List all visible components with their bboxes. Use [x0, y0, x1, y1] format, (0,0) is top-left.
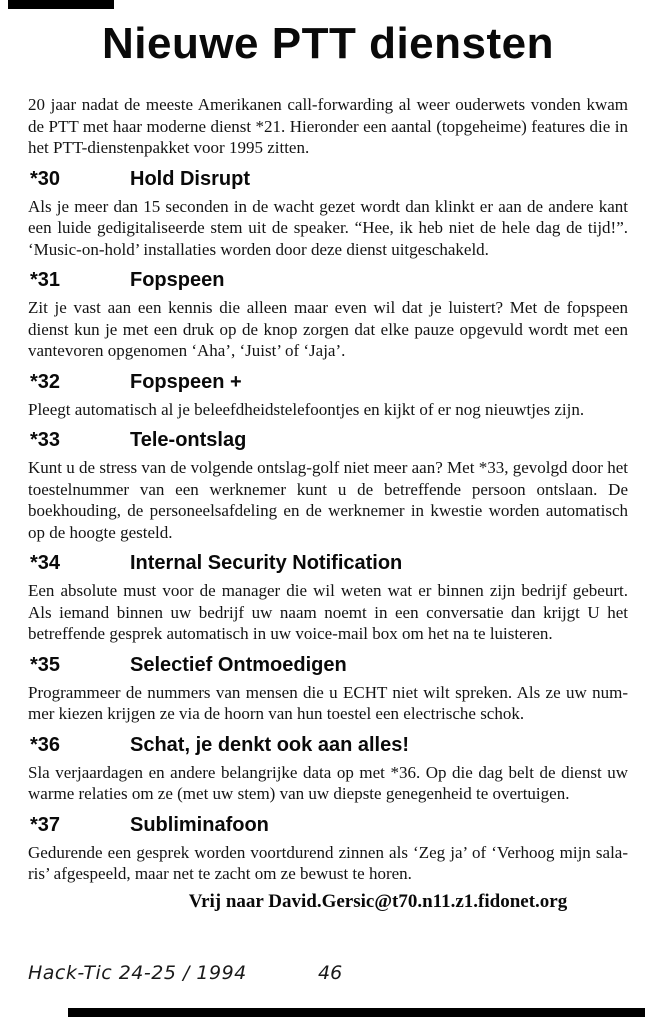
service-heading-row	[28, 169, 628, 190]
text-line: 20 jaar nadat de meeste Amerikanen call-forwarding al weer ouderwets vonden kwam	[28, 95, 628, 114]
page-number: 46	[318, 962, 343, 984]
service-description	[28, 762, 628, 805]
service-description	[28, 457, 628, 543]
service-section	[28, 430, 628, 543]
text-line: boekhouding, de personeelsafdeling en de werknemer in kwestie worden automatisch	[28, 501, 628, 520]
scan-artifact-top-bar	[8, 0, 114, 9]
service-description	[28, 196, 628, 261]
service-heading-row	[28, 430, 628, 451]
service-star-code: *34	[30, 552, 61, 574]
text-line: een luide gedigitaliseerde stem uit de speaker. “Hee, ik heb niet de hele dag de tijd!”.	[28, 218, 628, 237]
service-star-code: *31	[30, 269, 61, 291]
service-description	[28, 399, 628, 421]
service-section	[28, 815, 628, 885]
text-line: warme relaties om ze (met uw stem) van uw diepste genegenheid te overtuigen.	[28, 784, 570, 803]
text-line: toestelnummer van een werknemer kunt u de betreffende persoon ontslaan. De	[28, 479, 628, 499]
service-heading: Hold Disrupt	[130, 167, 250, 190]
attribution-line: Vrij naar David.Gersic@t70.n11.z1.fidonet.org	[188, 890, 568, 912]
service-star-code: *33	[30, 429, 61, 451]
service-star-code: *30	[30, 167, 61, 190]
service-section	[28, 735, 628, 805]
service-heading: Internal Security Notification	[130, 552, 403, 574]
intro-paragraph	[28, 94, 628, 159]
text-line: dienst kun je met een druk op de knop zorgen dat elke pauze opgevuld wordt met een	[28, 319, 628, 339]
service-star-code: *35	[30, 653, 61, 676]
service-section	[28, 655, 628, 725]
service-heading: Tele-ontslag	[130, 429, 247, 451]
service-heading-row	[28, 270, 628, 291]
text-line: Zit je vast aan een kennis die alleen maar even wil dat je luistert? Met de fopspeen	[28, 298, 628, 317]
text-line: betreffende gesprek automatisch in uw voice-mail box om het na te luisteren.	[28, 624, 553, 643]
text-line: de PTT met haar moderne dienst *21. Hieronder een aantal (topgeheime) features die in	[28, 116, 628, 136]
text-line: mer kiezen krijgen ze via de hoorn van hun toestel een electrische schok.	[28, 704, 525, 723]
service-heading-row	[28, 372, 628, 393]
service-heading: Schat, je denkt ook aan alles!	[130, 733, 409, 756]
service-star-code: *37	[30, 813, 61, 836]
service-section	[28, 169, 628, 261]
service-description	[28, 842, 628, 885]
service-heading-row	[28, 553, 628, 574]
text-line: Gedurende een gesprek worden voortdurend zinnen als ‘Zeg ja’ of ‘Verhoog mijn sala-	[28, 842, 628, 862]
service-heading: Subliminafoon	[130, 813, 269, 836]
text-line: Pleegt automatisch al je beleefdheidstelefoontjes en kijkt of er nog nieuwtjes zijn.	[28, 399, 585, 419]
scan-artifact-bottom-bar	[68, 1008, 645, 1017]
text-line: Sla verjaardagen en andere belangrijke data op met *36. Op die dag belt de dienst uw	[28, 762, 628, 782]
text-line: het PTT-dienstenpakket voor 1995 zitten.	[28, 138, 310, 157]
page-title: Nieuwe PTT diensten	[101, 19, 554, 68]
text-line: Als je meer dan 15 seconden in de wacht gezet wordt dan klinkt er aan de andere kant	[28, 196, 628, 216]
service-heading: Fopspeen	[130, 269, 225, 291]
service-star-code: *32	[30, 370, 61, 393]
text-line: Kunt u de stress van de volgende ontslag-golf niet meer aan? Met *33, gevolgd door het	[28, 458, 628, 477]
text-line: op de hoogte gesteld.	[28, 522, 173, 542]
service-heading: Fopspeen +	[130, 370, 242, 393]
service-description	[28, 682, 628, 725]
text-line: ‘Music-on-hold’ installaties worden door deze dienst uitgeschakeld.	[28, 239, 489, 259]
service-heading-row	[28, 815, 628, 836]
service-heading-row	[28, 735, 628, 756]
magazine-issue-label: Hack-Tic 24-25 / 1994	[28, 962, 247, 984]
service-description	[28, 297, 628, 362]
service-heading-row	[28, 655, 628, 676]
text-line: vantevoren opgenomen ‘Aha’, ‘Juist’ of ‘Jaja’.	[28, 341, 346, 360]
text-line: Programmeer de nummers van mensen die u ECHT niet wilt spreken. Als ze uw num-	[28, 682, 628, 702]
service-list	[28, 169, 628, 885]
service-heading: Selectief Ontmoedigen	[130, 653, 347, 676]
service-description	[28, 580, 628, 645]
service-section	[28, 372, 628, 421]
text-line: ris’ afgespeeld, maar net te zacht om ze bewust te horen.	[28, 864, 412, 883]
text-line: Als iemand binnen uw bedrijf uw naam noemt in een conversatie dan krijgt U het	[28, 602, 628, 622]
service-section	[28, 270, 628, 362]
text-line: Een absolute must voor de manager die wil weten wat er binnen zijn bedrijf gebeurt.	[28, 581, 628, 600]
service-star-code: *36	[30, 733, 61, 756]
service-section	[28, 553, 628, 645]
